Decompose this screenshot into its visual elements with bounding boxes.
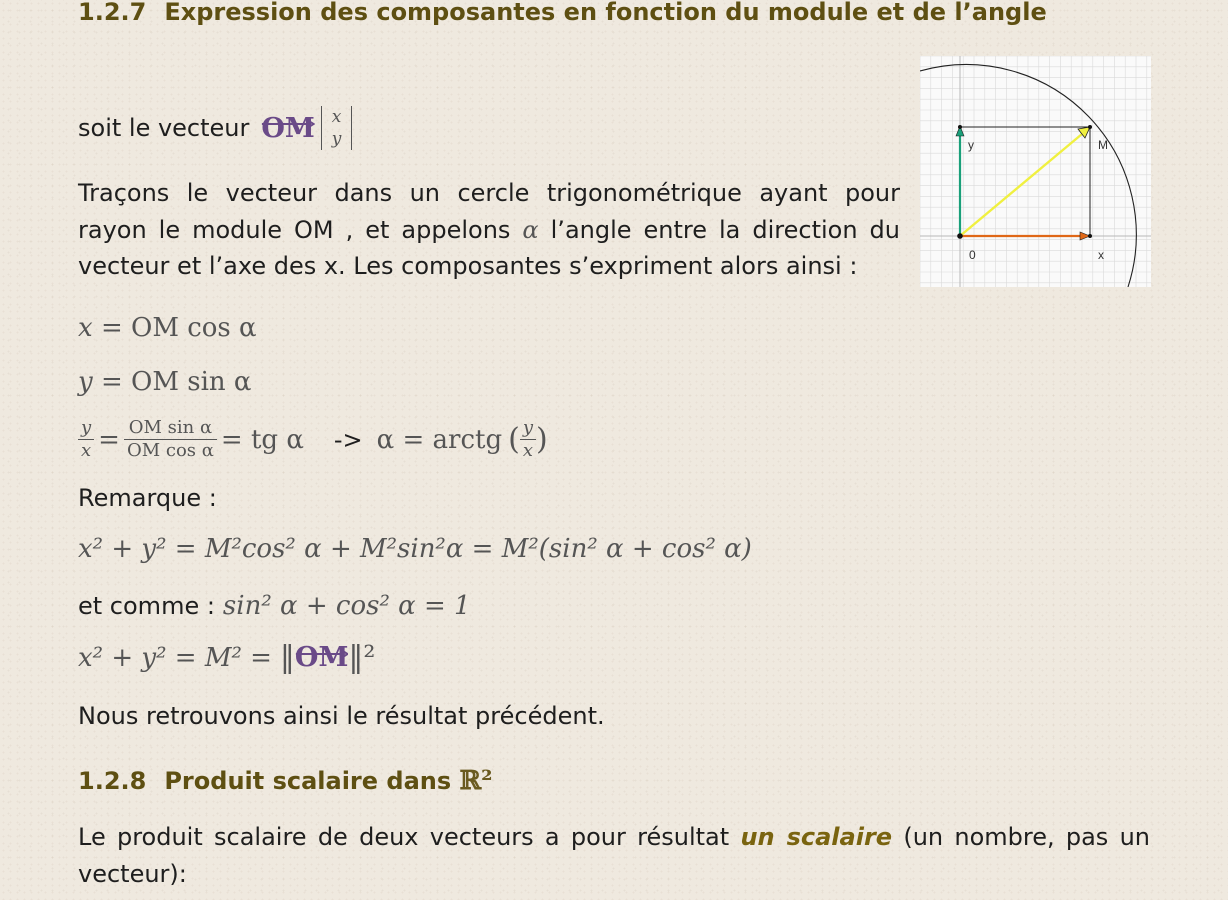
label-origin: 0 bbox=[969, 248, 976, 262]
et-comme-line bbox=[78, 588, 471, 625]
emphasis-scalaire: un scalaire bbox=[740, 823, 893, 851]
et-comme-label: et comme : bbox=[78, 592, 215, 620]
fraction-sin-over-cos: $\frac{\text{OM sin α}}{\text{OM cos α}}$ bbox=[124, 418, 217, 461]
component-x: x bbox=[331, 107, 342, 127]
vector-om-norm: OM bbox=[295, 642, 348, 673]
alpha-symbol: α bbox=[522, 215, 539, 244]
equation-sum-squares: x² + y² = M²cos² α + M²sin²α = M²(sin² α + cos² α) bbox=[78, 534, 752, 564]
trig-figure-svg bbox=[920, 56, 1151, 287]
vector-intro-text: soit le vecteur bbox=[78, 113, 250, 142]
real-plane-symbol: ℝ² bbox=[459, 766, 493, 796]
section-heading-1-2-7 bbox=[78, 0, 1047, 26]
vector-arrow-icon bbox=[295, 635, 348, 645]
trig-circle-figure bbox=[920, 56, 1151, 287]
fraction-y-over-x-2: $\frac{y}{x}$ bbox=[520, 418, 536, 461]
vector-om: OM bbox=[261, 113, 314, 144]
section-heading-1-2-8 bbox=[78, 766, 493, 796]
section-number: 1.2.8 bbox=[78, 767, 147, 795]
identity-formula: sin² α + cos² α = 1 bbox=[222, 591, 471, 621]
section-number: 1.2.7 bbox=[78, 0, 147, 26]
equation-norm: x² + y² = M² = ‖ OM ‖² bbox=[78, 640, 375, 675]
section-title: Produit scalaire dans bbox=[164, 767, 452, 795]
conclusion-text: Nous retrouvons ainsi le résultat précédent. bbox=[78, 702, 605, 730]
scalaire-paragraph bbox=[78, 819, 1150, 892]
label-y: y bbox=[968, 138, 974, 152]
paragraph-line-3: vecteur et l’axe des x. Les composantes s’expriment alors ainsi : bbox=[78, 252, 858, 280]
paragraph-line-2: rayon le module OM , et appelons α l’angle entre la direction du bbox=[78, 215, 900, 244]
fraction-y-over-x: $\frac{y}{x}$ bbox=[78, 418, 94, 461]
implies-arrow: -> bbox=[333, 425, 363, 454]
intro-paragraph bbox=[78, 175, 900, 285]
component-column bbox=[321, 106, 353, 150]
label-m: M bbox=[1098, 138, 1108, 152]
equation-x: x = OM cos α bbox=[78, 313, 257, 343]
vector-intro bbox=[78, 100, 352, 156]
label-x: x bbox=[1098, 248, 1104, 262]
equation-y: y = OM sin α bbox=[78, 367, 252, 397]
origin-point bbox=[957, 233, 963, 239]
section-title: Expression des composantes en fonction du module et de l’angle bbox=[164, 0, 1047, 26]
scalaire-line-1: Le produit scalaire de deux vecteurs a pour résultat un scalaire (un nombre, pas un bbox=[78, 823, 1150, 851]
equation-tangent: $\frac{y}{x}$ = $\frac{\text{OM sin α}}{\text{OM cos α}}$ = tg α -> α = arctg ( $\frac{y}{x}$ ) bbox=[78, 418, 548, 461]
remarque-label: Remarque : bbox=[78, 484, 217, 512]
om-vector bbox=[960, 134, 1082, 236]
paragraph-line-1: Traçons le vecteur dans un cercle trigonométrique ayant pour bbox=[78, 179, 900, 207]
vector-arrow-icon bbox=[261, 105, 314, 115]
scalaire-line-2: vecteur): bbox=[78, 859, 187, 888]
component-y: y bbox=[331, 129, 342, 149]
